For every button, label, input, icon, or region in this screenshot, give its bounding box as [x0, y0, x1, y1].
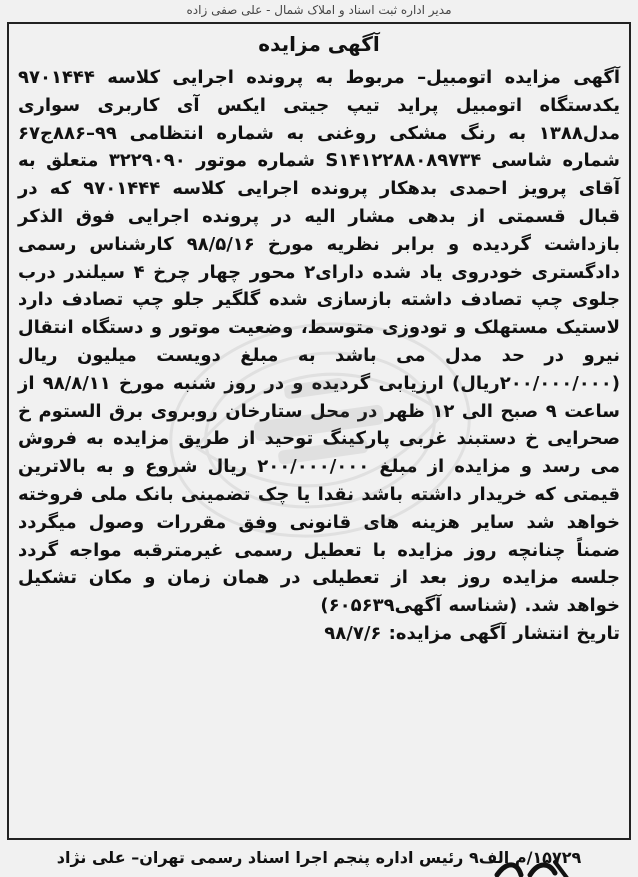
ad-main-paragraph: آگهی مزایده اتومبیل– مربوط به پرونده اجرایی کلاسه ۹۷۰۱۴۴۴ یکدستگاه اتومبیل پراید تیپ جیتی ایکس آی کاربری سواری مدل۱۳۸۸ به رنگ مشکی روغنی به شماره انتظامی ۹۹–۸۸۶ج۶۷ شماره شاسی S۱۴۱۲۲۸۸۰۸۹۷۳۴ شماره موتور ۳۲۲۹۰۹۰ متعلق به آقای پرویز احمدی بدهکار پرونده اجرایی کلاسه ۹۷۰۱۴۴۴ که در قبال قسمتی از بدهی مشار الیه در پرونده اجرایی فوق الذکر بازداشت گردیده و برابر نظریه مورخ ۹۸/۵/۱۶ کارشناس رسمی دادگستری خودروی یاد شده دارای۲ محور چهار چرخ ۴ سیلندر درب جلوی چپ تصادف داشته بازسازی شده گلگیر جلو چپ تصادف دارد لاستیک مستهلک و تودوزی متوسط، وضعیت موتور و دستگاه انتقال نیرو در حد مدل می باشد به مبلغ دویست میلیون ریال (۲۰۰/۰۰۰/۰۰۰ریال) ارزیابی گردیده و در روز شنبه مورخ ۹۸/۸/۱۱ از ساعت ۹ صبح الی ۱۲ ظهر در محل ستارخان روبروی برق الستوم خ صحرایی خ دستبند غربی پارکینگ توحید از طریق مزایده به فروش می رسد و مزایده از مبلغ ۲۰۰/۰۰۰/۰۰۰ ریال شروع و به بالاترین قیمتی که خریدار داشته باشد نقدا یا چک تضمینی بانک ملی فروخته خواهد شد سایر هزینه های قانونی وفق مقررات وصول میگردد ضمناً چنانچه روز مزایده با تعطیل رسمی غیرمترقبه مواجه گردد جلسه مزایده روز بعد از تعطیلی در همان زمان و مکان تشکیل خواهد شد. (شناسه آگهی۶۰۵۶۳۹) [18, 67, 621, 617]
ad-title: آگهی مزایده [258, 32, 380, 56]
ad-body [18, 64, 620, 648]
signature-line: ۱۵۷۲۹/م الف۹ رئیس اداره پنجم اجرا اسناد رسمی تهران– علی نژاد [56, 848, 582, 867]
ad-publication-date: تاریخ انتشار آگهی مزایده: ۹۸/۷/۶ [324, 622, 620, 644]
top-cut-line: مدیر اداره ثبت اسناد و املاک شمال - علی صفی زاده [186, 3, 452, 17]
